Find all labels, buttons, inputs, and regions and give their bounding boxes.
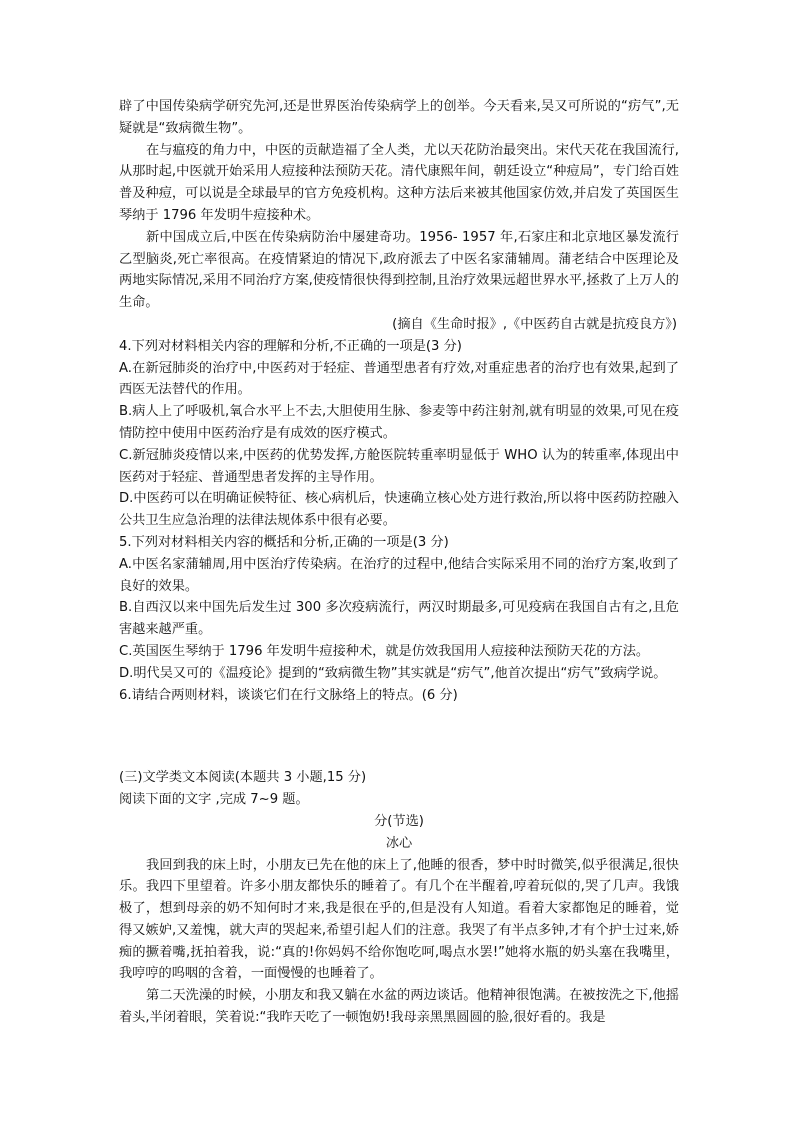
question-5-option-c: C.英国医生琴纳于 1796 年发明牛痘接种术，就是仿效我国用人痘接种法预防天花的方法。 — [119, 643, 650, 659]
story-author: 冰心 — [385, 835, 413, 851]
section-three-instruction: 阅读下面的文字 ,完成 7~9 题。 — [119, 792, 309, 808]
question-4-option-c: C.新冠肺炎疫情以来,中医药的优势发挥,方舱医院转重率明显低于 WHO 认为的转重率,体现出中医药对于轻症、普通型患者发挥的主导作用。 — [119, 447, 679, 485]
question-5-stem: 5.下列对材料相关内容的概括和分析,正确的一项是(3 分) — [119, 534, 449, 550]
material-paragraph-2: 在与瘟疫的角力中，中医的贡献造福了全人类，尤以天花防治最突出。宋代天花在我国流行,从那时起,中医就开始采用人痘接种法预防天花。清代康熙年间，朝廷设立“种痘局”，专门给百姓普及种痘，可以说是全球最早的官方免疫机构。这种方法后来被其他国家仿效,并启发了英国医生琴纳于 1796 年发明牛痘接种术。 — [119, 142, 679, 223]
question-5-option-b: B.自西汉以来中国先后发生过 300 多次疫病流行，两汉时期最多,可见疫病在我国自古有之,且危害越来越严重。 — [119, 600, 679, 638]
question-4-stem: 4.下列对材料相关内容的理解和分析,不正确的一项是(3 分) — [119, 338, 462, 354]
story-paragraph-2: 第二天洗澡的时候，小朋友和我又躺在水盆的两边谈话。他精神很饱满。在被按洗之下,他摇着头,半闭着眼，笑着说:“我昨天吃了一顿饱奶!我母亲黑黑圆圆的脸,很好看的。我是 — [119, 988, 679, 1026]
question-6: 6.请结合两则材料，谈谈它们在行文脉络上的特点。(6 分) — [119, 687, 458, 703]
answer-space — [119, 706, 679, 767]
material-two-block — [119, 96, 679, 1029]
material-paragraph-1: 辟了中国传染病学研究先河,还是世界医治传染病学上的创举。今天看来,吴又可所说的“疠气”,无疑就是“致病微生物”。 — [119, 99, 679, 136]
question-4-option-b: B.病人上了呼吸机,氧合水平上不去,大胆使用生脉、参麦等中药注射剂,就有明显的效果,可见在疫情防控中使用中医药治疗是有成效的医疗模式。 — [119, 404, 679, 441]
material-paragraph-3: 新中国成立后,中医在传染病防治中屡建奇功。1956- 1957 年,石家庄和北京地区暴发流行乙型脑炎,死亡率很高。在疫情紧迫的情况下,政府派去了中医名家蒲辅周。蒲老结合中医理论及两地实际情况,采用不同治疗方案,使疫情很快得到控制,且治疗效果远超世界水平,拯救了上万人的生命。 — [119, 229, 679, 311]
section-three-heading: (三)文学类文本阅读(本题共 3 小题,15 分) — [119, 770, 367, 786]
story-title: 分(节选) — [374, 813, 424, 829]
question-5-option-a: A.中医名家蒲辅周,用中医治疗传染病。在治疗的过程中,他结合实际采用不同的治疗方案,收到了良好的效果。 — [119, 556, 679, 594]
question-4-option-d: D.中医药可以在明确证候特征、核心病机后，快速确立核心处方进行救治,所以将中医药防控融入公共卫生应急治理的法律法规体系中很有必要。 — [119, 491, 679, 529]
question-4-option-a: A.在新冠肺炎的治疗中,中医药对于轻症、普通型患者有疗效,对重症患者的治疗也有效果,起到了西医无法替代的作用。 — [119, 360, 679, 398]
story-paragraph-1: 我回到我的床上时，小朋友已先在他的床上了,他睡的很香，梦中时时微笑,似乎很满足,很快乐。我四下里望着。许多小朋友都快乐的睡着了。有几个在半醒着,哼着玩似的,哭了几声。我饿极了，想到母亲的奶不知何时才来,我是很在乎的,但是没有人知道。看着大家都饱足的睡着，觉得又嫉妒,又羞愧，就大声的哭起来,希望引起人们的注意。我哭了有半点多钟,才有个护士过来,娇痴的撅着嘴,抚拍着我，说:“真的!你妈妈不给你饱吃呵,喝点水罢!”她将水瓶的奶头塞在我嘴里，我哼哼的呜咽的含着，一面慢慢的也睡着了。 — [119, 857, 679, 982]
question-5-option-d: D.明代吴又可的《温疫论》提到的“致病微生物”其实就是“疠气”,他首次提出“疠气”致病学说。 — [119, 665, 667, 681]
source-note: (摘自《生命时报》,《中医药自古就是抗疫良方》) — [392, 316, 677, 332]
